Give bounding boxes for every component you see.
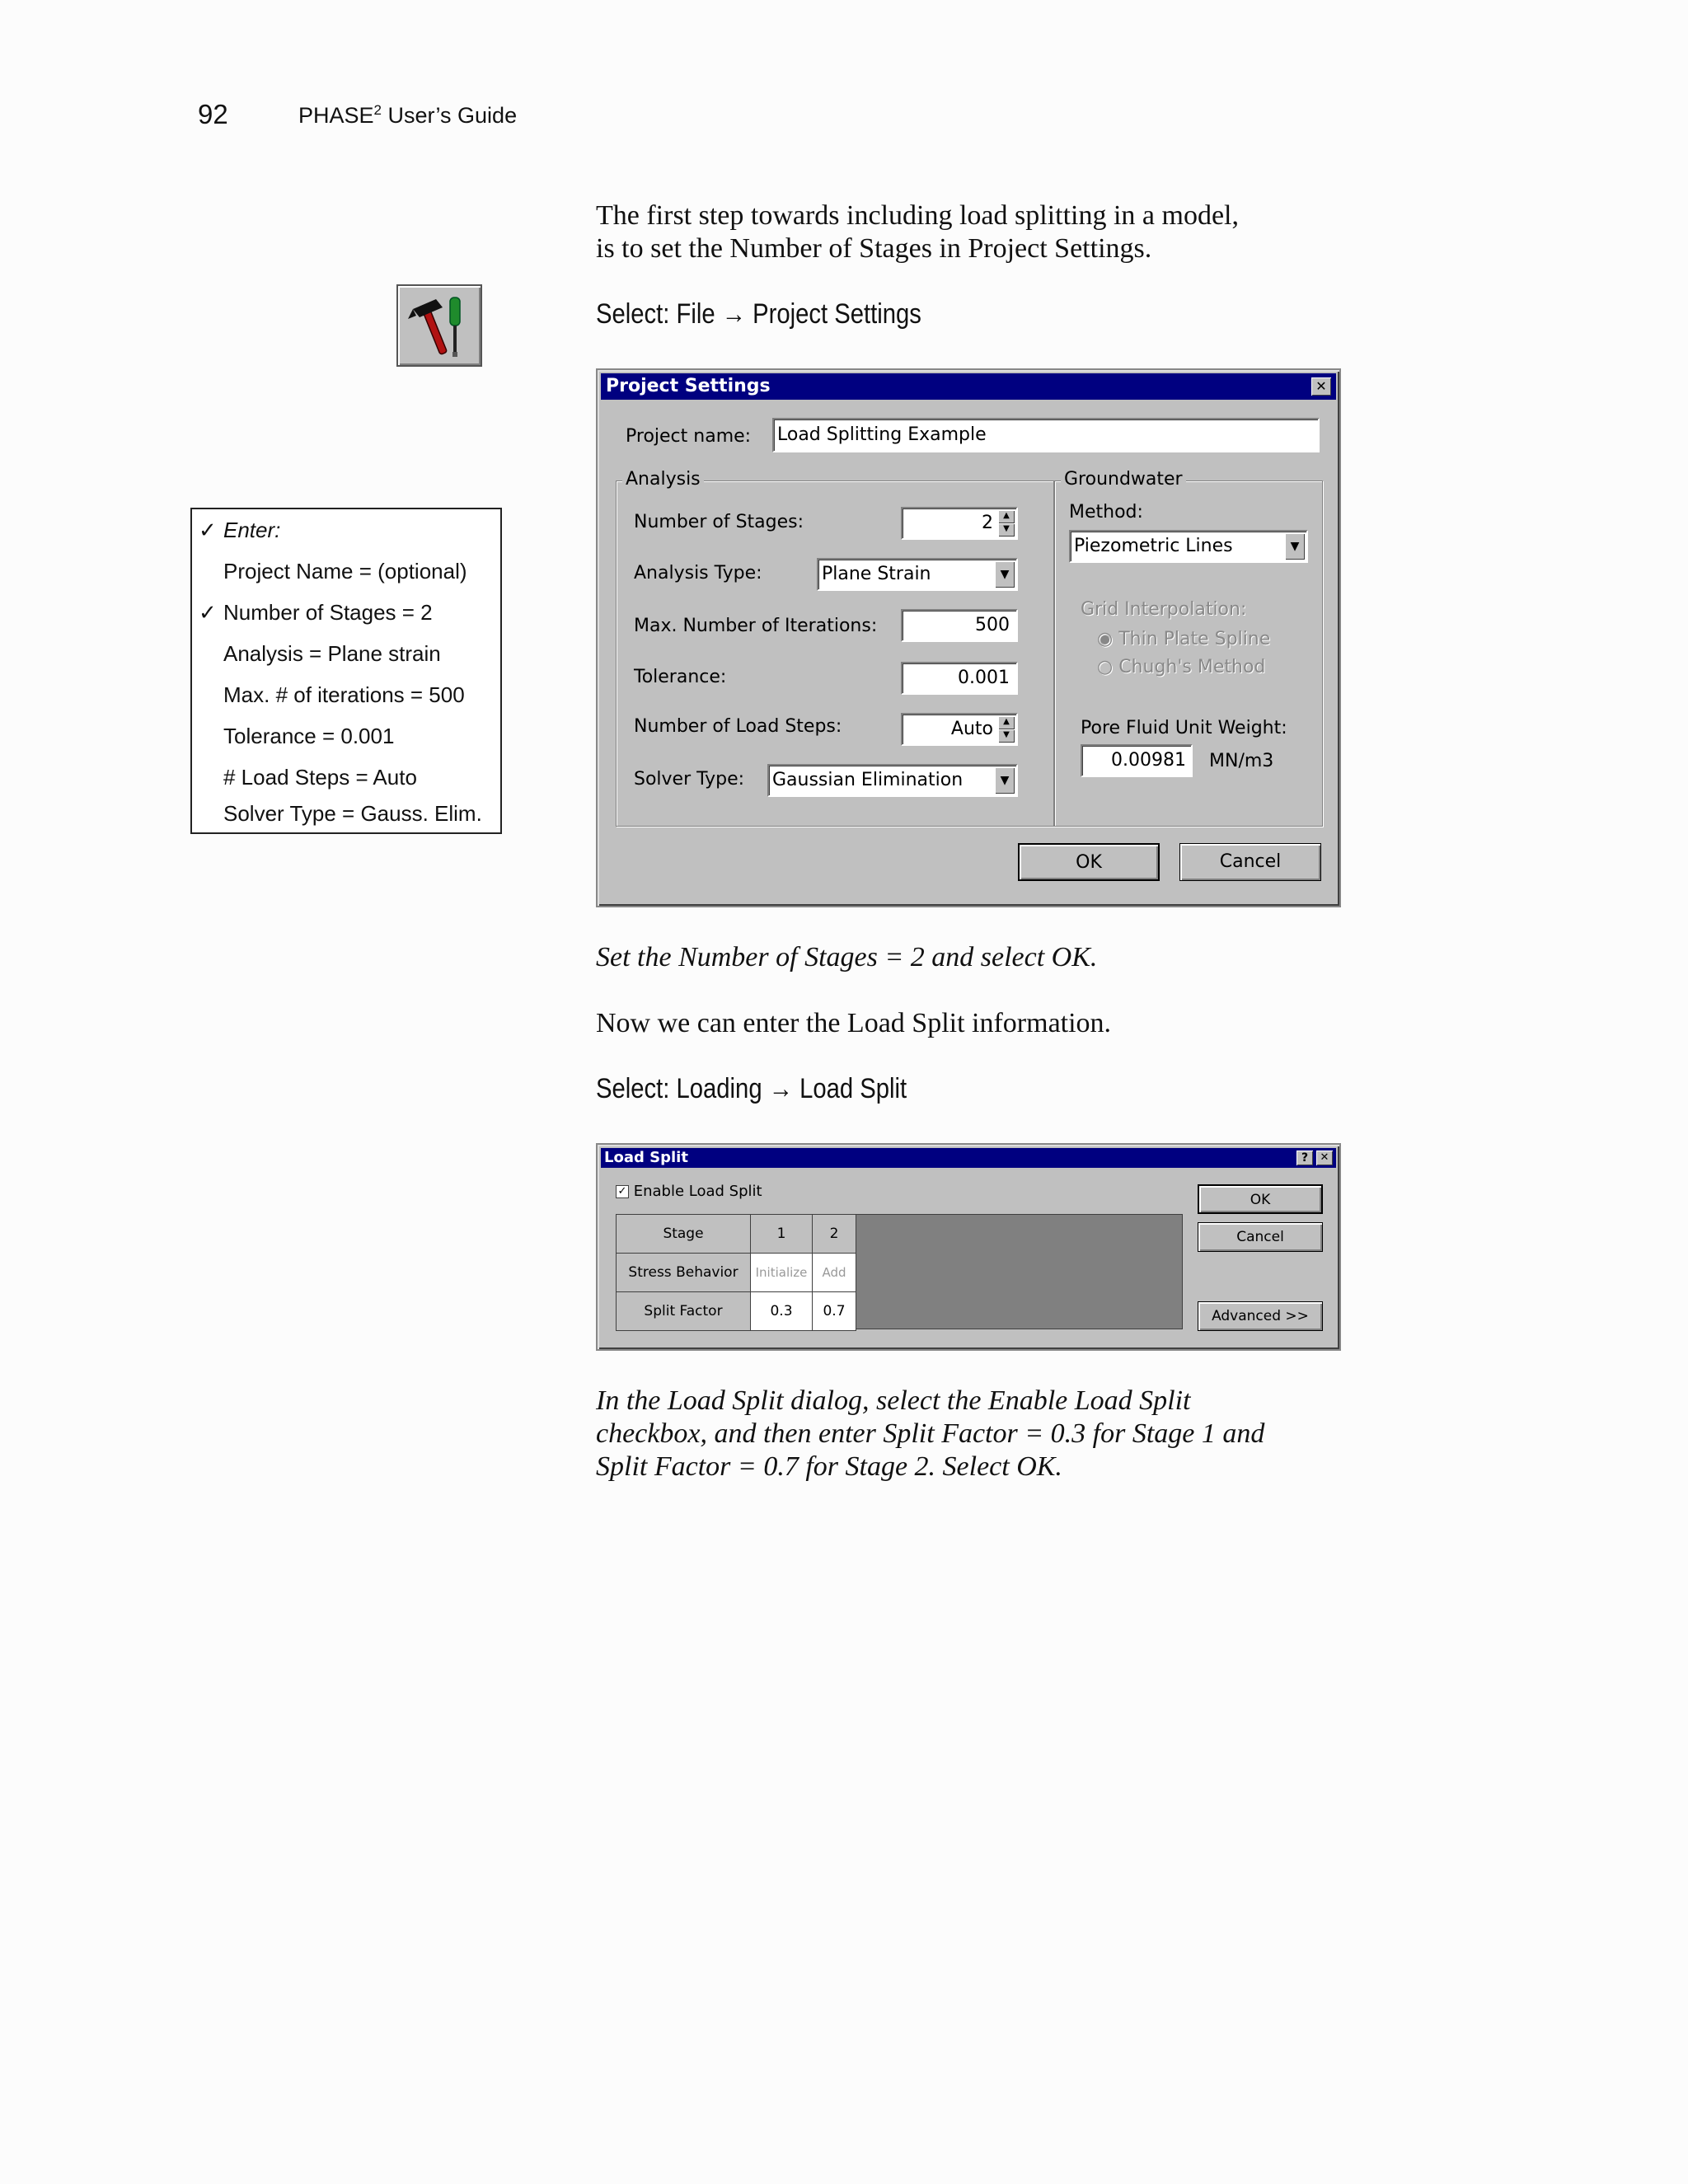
spin-buttons[interactable]: [998, 716, 1015, 743]
close-button[interactable]: ✕: [1311, 377, 1331, 396]
header-title-main: PHASE: [298, 103, 374, 128]
checklist-text: # Load Steps = Auto: [223, 765, 417, 790]
load-steps-label: Number of Load Steps:: [634, 716, 842, 737]
project-name-label: Project name:: [626, 426, 752, 447]
spin-down-icon[interactable]: ▼: [998, 729, 1015, 743]
checklist-text: Tolerance = 0.001: [223, 724, 395, 748]
enable-load-split-checkbox[interactable]: [616, 1183, 762, 1200]
cancel-button[interactable]: Cancel: [1198, 1222, 1323, 1252]
checklist-text: Project Name = (optional): [223, 559, 467, 583]
spin-down-icon[interactable]: ▼: [998, 523, 1015, 537]
header-title-superscript: 2: [373, 102, 382, 118]
table-cell[interactable]: 0.7: [813, 1292, 856, 1331]
groundwater-group-label: Groundwater: [1061, 469, 1186, 490]
stages-label: Number of Stages:: [634, 512, 804, 532]
checkbox-checked-icon[interactable]: ✓: [616, 1185, 629, 1198]
enable-load-split-label: Enable Load Split: [633, 1183, 762, 1200]
load-steps-value: Auto: [950, 719, 993, 739]
table-cell[interactable]: Add: [813, 1254, 856, 1292]
running-header: [298, 102, 517, 129]
help-button[interactable]: ?: [1296, 1151, 1313, 1165]
project-settings-dialog: [596, 368, 1341, 907]
intro-line: is to set the Number of Stages in Project Settings.: [596, 233, 1152, 264]
load-split-table: [616, 1214, 856, 1331]
chugh-method-option[interactable]: [1097, 657, 1265, 677]
analysis-group-label: Analysis: [622, 469, 704, 490]
groundwater-method-select[interactable]: [1069, 530, 1308, 563]
pore-fluid-unit: MN/m3: [1209, 751, 1274, 771]
spin-up-icon[interactable]: ▲: [998, 716, 1015, 729]
checklist-text: Enter:: [223, 518, 281, 542]
checkmark-icon: ✓: [199, 518, 217, 542]
cancel-button[interactable]: Cancel: [1179, 843, 1321, 881]
tolerance-input[interactable]: 0.001: [901, 662, 1018, 695]
pore-fluid-label: Pore Fluid Unit Weight:: [1081, 718, 1287, 738]
table-row: [617, 1254, 856, 1292]
dialog-titlebar: [601, 373, 1336, 400]
load-steps-spinner[interactable]: [901, 713, 1018, 746]
caption-line: Split Factor = 0.7 for Stage 2. Select OK.: [596, 1451, 1062, 1482]
checkmark-icon: ✓: [199, 600, 217, 625]
project-settings-hammer-screwdriver-icon: [396, 284, 482, 367]
tolerance-label: Tolerance:: [634, 667, 727, 687]
radio-selected-icon[interactable]: ◉: [1097, 629, 1114, 649]
project-name-input[interactable]: Load Splitting Example: [772, 418, 1320, 452]
load-split-caption: [596, 1385, 1354, 1483]
solver-type-label: Solver Type:: [634, 769, 745, 790]
table-cell[interactable]: Initialize: [751, 1254, 813, 1292]
iterations-input[interactable]: 500: [901, 609, 1018, 642]
row-header: Stress Behavior: [617, 1254, 751, 1292]
ok-button[interactable]: OK: [1198, 1184, 1323, 1214]
analysis-type-select[interactable]: [817, 558, 1018, 591]
chugh-method-label: Chugh's Method: [1118, 657, 1266, 677]
dialog-title: Project Settings: [606, 376, 771, 396]
column-header: 2: [813, 1215, 856, 1254]
column-header: 1: [751, 1215, 813, 1254]
thin-plate-spline-label: Thin Plate Spline: [1118, 629, 1271, 649]
caption-line: checkbox, and then enter Split Factor = 0.3 for Stage 1 and: [596, 1418, 1265, 1449]
pore-fluid-input[interactable]: 0.00981: [1081, 744, 1193, 777]
row-header: Stage: [617, 1215, 751, 1254]
load-split-intro: Now we can enter the Load Split information.: [596, 1008, 1112, 1038]
method-label: Method:: [1069, 502, 1143, 523]
radio-unselected-icon[interactable]: ○: [1097, 657, 1114, 677]
table-row: [617, 1292, 856, 1331]
intro-paragraph: [596, 199, 1354, 265]
table-row: [617, 1215, 856, 1254]
checklist-text: Number of Stages = 2: [223, 600, 433, 625]
stages-spinner[interactable]: [901, 507, 1018, 540]
grid-interpolation-label: Grid Interpolation:: [1081, 599, 1247, 620]
data-entry-checklist: [190, 508, 502, 834]
dialog-titlebar: [601, 1148, 1336, 1168]
caption-line: In the Load Split dialog, select the Enable Load Split: [596, 1385, 1191, 1416]
analysis-type-value: Plane Strain: [822, 564, 931, 584]
table-cell[interactable]: 0.3: [751, 1292, 813, 1331]
checklist-text: Solver Type = Gauss. Elim.: [223, 801, 482, 826]
solver-type-value: Gaussian Elimination: [772, 770, 964, 790]
advanced-button[interactable]: Advanced >>: [1198, 1301, 1323, 1331]
method-value: Piezometric Lines: [1074, 536, 1233, 556]
close-button[interactable]: ✕: [1316, 1151, 1333, 1165]
select-load-split-instruction: Select: Loading → Load Split: [596, 1073, 907, 1104]
project-settings-caption: Set the Number of Stages = 2 and select OK.: [596, 942, 1098, 972]
analysis-type-label: Analysis Type:: [634, 563, 762, 583]
solver-type-select[interactable]: [767, 764, 1018, 797]
spin-buttons[interactable]: [998, 510, 1015, 537]
chevron-down-icon[interactable]: ▼: [995, 561, 1015, 588]
ok-button[interactable]: OK: [1018, 843, 1160, 881]
dialog-title: Load Split: [604, 1149, 688, 1166]
stages-value: 2: [982, 513, 993, 533]
load-split-dialog: [596, 1143, 1341, 1351]
checklist-text: Analysis = Plane strain: [223, 641, 441, 666]
chevron-down-icon[interactable]: ▼: [1285, 533, 1305, 560]
row-header: Split Factor: [617, 1292, 751, 1331]
iterations-label: Max. Number of Iterations:: [634, 616, 878, 636]
checklist-text: Max. # of iterations = 500: [223, 682, 465, 707]
thin-plate-spline-option[interactable]: [1097, 629, 1270, 649]
chevron-down-icon[interactable]: ▼: [995, 767, 1015, 794]
spin-up-icon[interactable]: ▲: [998, 510, 1015, 523]
page-number: 92: [198, 99, 228, 129]
intro-line: The first step towards including load splitting in a model,: [596, 200, 1239, 231]
header-title-rest: User’s Guide: [382, 103, 518, 128]
select-project-settings-instruction: Select: File → Project Settings: [596, 298, 921, 330]
